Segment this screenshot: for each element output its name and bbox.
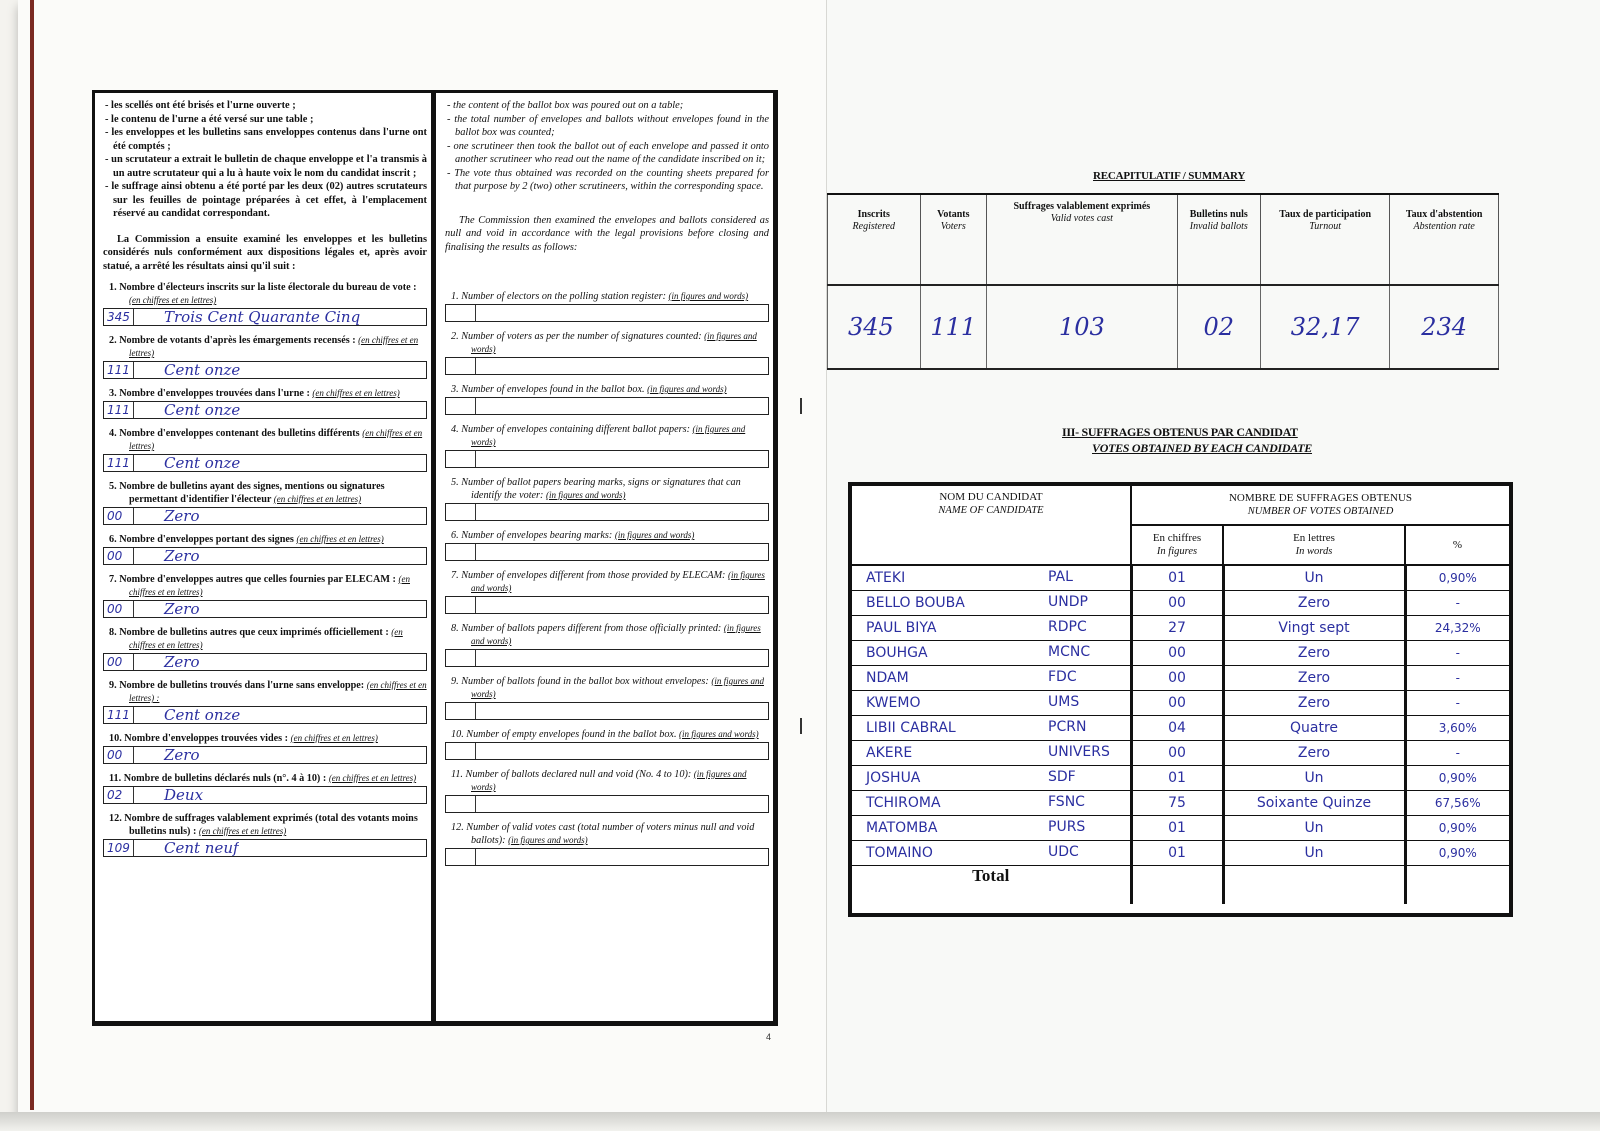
answer-field[interactable]	[445, 397, 769, 415]
procedure-step: - the total number of envelopes and ballots without envelopes found in the ballot box was counted;	[447, 113, 769, 138]
answer-figure	[446, 796, 476, 812]
question-hint: (en chiffres et en lettres)	[198, 826, 287, 836]
answer-figure	[446, 504, 476, 520]
english-commission-paragraph: The Commission then examined the envelopes and ballots considered as null and void in accordance with the legal provisions before closing and finalising the results as follows:	[445, 214, 769, 253]
procedure-step: - one scrutineer then took the ballot out of each envelope and passed it onto another scrutineer who read out the name of the candidate inscribed on it;	[447, 140, 769, 165]
votes-percent[interactable]: -	[1405, 741, 1509, 766]
answer-figure: 00	[104, 747, 134, 763]
form-item-5	[103, 480, 427, 525]
question-hint: (en chiffres et en lettres)	[129, 295, 217, 305]
question-text: 4. Number of envelopes containing different ballot papers:	[451, 424, 690, 435]
candidate-row	[852, 841, 1509, 866]
candidate-name: TCHIROMA	[866, 795, 941, 811]
candidate-name: MATOMBA	[866, 820, 938, 836]
answer-words: Zero	[164, 747, 200, 763]
summary-value-invalid-ballots[interactable]: 02	[1177, 285, 1260, 369]
votes-figures[interactable]: 00	[1131, 741, 1223, 766]
answer-figure: 00	[104, 654, 134, 670]
answer-figure: 111	[104, 455, 134, 471]
form-item-1	[103, 281, 427, 326]
candidate-party: PAL	[1048, 569, 1073, 585]
form-item-3	[103, 387, 427, 419]
question-text: 3. Number of envelopes found in the ballot box.	[451, 384, 645, 395]
answer-words: Cent onze	[164, 402, 241, 418]
answer-field[interactable]	[445, 848, 769, 866]
question-text: 7. Nombre d'enveloppes autres que celles fournies par ELECAM :	[109, 574, 396, 585]
candidate-name: TOMAINO	[866, 845, 933, 861]
header-votes-obtained: NOMBRE DE SUFFRAGES OBTENUS NUMBER OF VOTES OBTAINED	[1131, 486, 1509, 525]
question-hint: (en chiffres et en lettres)	[290, 733, 378, 743]
votes-words[interactable]: Zero	[1223, 641, 1405, 666]
question-text: 1. Number of electors on the polling station register:	[451, 291, 666, 302]
answer-field[interactable]	[103, 706, 427, 724]
answer-figure: 109	[104, 840, 134, 856]
votes-figures[interactable]: 27	[1131, 616, 1223, 641]
candidate-party: RDPC	[1048, 619, 1087, 635]
votes-words[interactable]: Vingt sept	[1223, 616, 1405, 641]
votes-percent[interactable]: -	[1405, 641, 1509, 666]
answer-figure	[446, 451, 476, 467]
candidate-party: PURS	[1048, 819, 1086, 835]
candidate-name: JOSHUA	[866, 770, 921, 786]
votes-by-candidate-table	[852, 486, 1509, 904]
question-text: 2. Number of voters as per the number of signatures counted:	[451, 331, 702, 342]
candidate-row	[852, 666, 1509, 691]
question-hint: (en chiffres et en lettres)	[273, 494, 362, 504]
votes-figures[interactable]: 01	[1131, 766, 1223, 791]
summary-value-abstention[interactable]: 234	[1390, 285, 1499, 369]
form-item-2	[103, 334, 427, 379]
votes-words[interactable]: Un	[1223, 816, 1405, 841]
french-column	[95, 93, 433, 1021]
summary-header-registered: Inscrits Registered	[828, 194, 921, 285]
answer-field[interactable]	[103, 454, 427, 472]
answer-words: Trois Cent Quarante Cinq	[164, 309, 361, 325]
answer-field[interactable]	[445, 450, 769, 468]
answer-field[interactable]	[103, 547, 427, 565]
candidate-name: AKERE	[866, 745, 913, 761]
candidate-name: KWEMO	[866, 695, 921, 711]
answer-figure	[446, 305, 476, 321]
answer-figure: 00	[104, 601, 134, 617]
summary-title: RECAPITULATIF / SUMMARY	[1093, 170, 1246, 182]
candidate-row	[852, 565, 1509, 591]
form-item-3-en	[445, 383, 769, 415]
answer-figure	[446, 743, 476, 759]
form-item-4-en	[445, 423, 769, 468]
question-text: 4. Nombre d'enveloppes contenant des bulletins différents	[109, 428, 360, 439]
question-text: 7. Number of envelopes different from those provided by ELECAM:	[451, 570, 726, 581]
answer-figure	[446, 544, 476, 560]
answer-field[interactable]	[103, 308, 427, 326]
candidate-name: PAUL BIYA	[866, 620, 937, 636]
question-hint: (in figures and words)	[668, 291, 749, 301]
procedure-step: - un scrutateur a extrait le bulletin de chaque enveloppe et l'a transmis à un autre scrutateur qui a lu à haute voix le nom du candidat inscrit ;	[105, 154, 427, 179]
votes-words[interactable]: Un	[1223, 565, 1405, 591]
question-hint: (en chiffres et en lettres)	[129, 574, 410, 597]
total-words[interactable]	[1223, 866, 1405, 905]
form-item-8	[103, 626, 427, 671]
answer-figure	[446, 358, 476, 374]
summary-header-voters: Votants Voters	[920, 194, 987, 285]
candidate-row	[852, 816, 1509, 841]
question-text: 2. Nombre de votants d'après les émargements recensés :	[109, 335, 356, 346]
answer-field[interactable]	[445, 304, 769, 322]
votes-by-candidate-table-frame	[848, 482, 1513, 917]
question-hint: (en chiffres et en lettres)	[328, 773, 417, 783]
votes-percent[interactable]: 0,90%	[1405, 841, 1509, 866]
candidate-row	[852, 691, 1509, 716]
question-hint: (in figures and words)	[471, 424, 746, 447]
form-item-10	[103, 732, 427, 764]
candidate-party: UNDP	[1048, 594, 1088, 610]
answer-words: Cent onze	[164, 362, 241, 378]
english-procedure-list	[445, 99, 769, 194]
header-in-words: En lettres In words	[1223, 525, 1405, 565]
binding-edge	[30, 0, 34, 1110]
votes-words[interactable]: Quatre	[1223, 716, 1405, 741]
question-text: 8. Nombre de bulletins autres que ceux imprimés officiellement :	[109, 627, 389, 638]
procedure-step: - The vote thus obtained was recorded on the counting sheets prepared for that purpose by 2 (two) other scrutineers, within the corresponding space.	[447, 167, 769, 192]
answer-words: Cent neuf	[164, 840, 239, 856]
answer-figure	[446, 597, 476, 613]
answer-field[interactable]	[445, 596, 769, 614]
candidate-party: UDC	[1048, 844, 1079, 860]
answer-figure: 00	[104, 548, 134, 564]
question-hint: (in figures and words)	[471, 331, 757, 354]
candidate-row	[852, 591, 1509, 616]
answer-figure	[446, 703, 476, 719]
procedure-step: - les enveloppes et les bulletins sans enveloppes contenus dans l'urne ont été comptés ;	[105, 127, 427, 152]
form-item-9-en	[445, 675, 769, 720]
summary-header-invalid-ballots: Bulletins nuls Invalid ballots	[1177, 194, 1260, 285]
answer-figure	[446, 849, 476, 865]
candidate-name: NDAM	[866, 670, 909, 686]
votes-words[interactable]: Soixante Quinze	[1223, 791, 1405, 816]
answer-figure: 345	[104, 309, 134, 325]
answer-field[interactable]	[103, 839, 427, 857]
summary-value-valid-votes[interactable]: 103	[987, 285, 1178, 369]
votes-figures[interactable]: 75	[1131, 791, 1223, 816]
question-text: 8. Number of ballots papers different from those officially printed:	[451, 623, 722, 634]
votes-words[interactable]: Zero	[1223, 691, 1405, 716]
answer-field[interactable]	[445, 795, 769, 813]
procedure-step: - the content of the ballot box was poured out on a table;	[447, 100, 684, 111]
candidate-name: ATEKI	[866, 570, 906, 586]
votes-figures[interactable]: 01	[1131, 565, 1223, 591]
candidate-party: UMS	[1048, 694, 1080, 710]
candidate-name: BELLO BOUBA	[866, 595, 965, 611]
summary-value-registered[interactable]: 345	[828, 285, 921, 369]
question-text: 11. Number of ballots declared null and void (No. 4 to 10):	[451, 769, 692, 780]
form-item-9	[103, 679, 427, 724]
counting-report-form	[92, 90, 778, 1026]
question-text: 10. Number of empty envelopes found in the ballot box.	[451, 729, 677, 740]
votes-words[interactable]: Zero	[1223, 666, 1405, 691]
header-percent: %	[1405, 525, 1509, 565]
answer-field[interactable]	[103, 786, 427, 804]
form-item-7	[103, 573, 427, 618]
votes-figures[interactable]: 00	[1131, 641, 1223, 666]
question-hint: (en chiffres et en lettres)	[296, 534, 384, 544]
answer-field[interactable]	[445, 649, 769, 667]
question-text: 9. Nombre de bulletins trouvés dans l'urne sans enveloppe:	[109, 680, 365, 691]
question-text: 1. Nombre d'électeurs inscrits sur la liste électorale du bureau de vote :	[109, 282, 417, 293]
question-hint: (en chiffres et en lettres)	[129, 428, 423, 451]
question-hint: (en chiffres et en lettres)	[129, 627, 403, 650]
question-text: 5. Nombre de bulletins ayant des signes, mentions ou signatures permettant d'identifier l'électeur	[109, 481, 385, 505]
answer-words: Zero	[164, 508, 200, 524]
form-item-1-en	[445, 290, 769, 322]
form-item-12-en	[445, 821, 769, 866]
question-hint: (in figures and words)	[508, 835, 588, 845]
form-item-12	[103, 812, 427, 857]
page-fold	[826, 0, 827, 1118]
english-column	[437, 93, 775, 1021]
votes-percent[interactable]: 24,32%	[1405, 616, 1509, 641]
answer-field[interactable]	[445, 357, 769, 375]
votes-words[interactable]: Zero	[1223, 741, 1405, 766]
candidate-party: PCRN	[1048, 719, 1087, 735]
summary-value-voters[interactable]: 111	[920, 285, 987, 369]
answer-figure: 02	[104, 787, 134, 803]
summary-value-turnout[interactable]: 32,17	[1260, 285, 1389, 369]
form-item-2-en	[445, 330, 769, 375]
candidate-party: FDC	[1048, 669, 1077, 685]
answer-field[interactable]	[103, 361, 427, 379]
candidate-row	[852, 791, 1509, 816]
candidate-party: FSNC	[1048, 794, 1085, 810]
candidate-party: SDF	[1048, 769, 1076, 785]
question-hint: (in figures and words)	[614, 530, 695, 540]
question-hint: (in figures and words)	[471, 676, 764, 699]
question-hint: (en chiffres et en lettres)	[129, 335, 419, 358]
answer-field[interactable]	[103, 600, 427, 618]
total-row	[852, 866, 1509, 905]
answer-figure: 111	[104, 707, 134, 723]
form-item-6	[103, 533, 427, 565]
form-item-6-en	[445, 529, 769, 561]
candidate-row	[852, 741, 1509, 766]
votes-figures[interactable]: 01	[1131, 841, 1223, 866]
form-item-8-en	[445, 622, 769, 667]
question-hint: (in figures and words)	[471, 623, 761, 646]
question-hint: (en chiffres et en lettres)	[312, 388, 400, 398]
answer-field[interactable]	[103, 401, 427, 419]
question-text: 9. Number of ballots found in the ballot box without envelopes:	[451, 676, 709, 687]
candidate-row	[852, 716, 1509, 741]
form-item-10-en	[445, 728, 769, 760]
margin-mark	[800, 718, 802, 734]
question-text: 6. Nombre d'enveloppes portant des signes	[109, 534, 294, 545]
answer-field[interactable]	[445, 503, 769, 521]
votes-percent[interactable]: -	[1405, 591, 1509, 616]
answer-field[interactable]	[103, 653, 427, 671]
summary-table	[827, 193, 1499, 370]
votes-figures[interactable]: 00	[1131, 666, 1223, 691]
question-hint: (in figures and words)	[679, 729, 759, 739]
votes-percent[interactable]: -	[1405, 691, 1509, 716]
answer-words: Cent onze	[164, 455, 241, 471]
answer-figure: 00	[104, 508, 134, 524]
votes-percent[interactable]: 0,90%	[1405, 565, 1509, 591]
question-text: 12. Number of valid votes cast (total number of voters minus null and void ballots):	[451, 822, 755, 846]
summary-header-abstention: Taux d'abstention Abstention rate	[1390, 194, 1499, 285]
votes-words[interactable]: Un	[1223, 841, 1405, 866]
total-percent[interactable]	[1405, 866, 1509, 905]
procedure-step: - le contenu de l'urne a été versé sur une table ;	[105, 113, 314, 125]
procedure-step: - le suffrage ainsi obtenu a été porté par les deux (02) autres scrutateurs sur les feuilles de pointage préparées à cet effet, à l'emplacement réservé au candidat correspondant.	[105, 181, 427, 219]
votes-figures[interactable]: 01	[1131, 816, 1223, 841]
question-text: 12. Nombre de suffrages valablement exprimés (total des votants moins bulletins nuls) :	[109, 813, 418, 837]
answer-field[interactable]	[445, 742, 769, 760]
question-text: 3. Nombre d'enveloppes trouvées dans l'urne :	[109, 388, 310, 399]
question-hint: (in figures and words)	[471, 570, 765, 593]
answer-figure: 111	[104, 362, 134, 378]
votes-figures[interactable]: 04	[1131, 716, 1223, 741]
answer-figure	[446, 650, 476, 666]
answer-words: Zero	[164, 548, 200, 564]
question-text: 11. Nombre de bulletins déclarés nuls (n°. 4 à 10) :	[109, 773, 327, 784]
answer-field[interactable]	[103, 746, 427, 764]
summary-header-turnout: Taux de participation Turnout	[1260, 194, 1389, 285]
answer-words: Zero	[164, 654, 200, 670]
header-candidate-name: NOM DU CANDIDAT NAME OF CANDIDATE	[852, 486, 1131, 565]
question-hint: (en chiffres et en lettres) :	[129, 680, 427, 703]
votes-percent[interactable]: 0,90%	[1405, 816, 1509, 841]
question-text: 5. Number of ballot papers bearing marks, signs or signatures that can identify the voter:	[451, 477, 741, 501]
form-item-5-en	[445, 476, 769, 521]
answer-field[interactable]	[103, 507, 427, 525]
votes-percent[interactable]: 0,90%	[1405, 766, 1509, 791]
question-text: 6. Number of envelopes bearing marks:	[451, 530, 613, 541]
candidate-name: LIBII CABRAL	[866, 720, 956, 736]
question-hint: (in figures and words)	[471, 769, 747, 792]
answer-figure	[446, 398, 476, 414]
total-figures[interactable]	[1131, 866, 1223, 905]
votes-percent[interactable]: -	[1405, 666, 1509, 691]
form-item-11	[103, 772, 427, 804]
page-shadow	[0, 1112, 1600, 1131]
candidate-row	[852, 766, 1509, 791]
total-label: Total	[972, 866, 1010, 885]
summary-header-valid-votes: Suffrages valablement exprimés Valid votes cast	[987, 194, 1178, 285]
votes-words[interactable]: Un	[1223, 766, 1405, 791]
question-hint: (in figures and words)	[545, 490, 626, 500]
votes-figures[interactable]: 00	[1131, 691, 1223, 716]
french-commission-paragraph: La Commission a ensuite examiné les enveloppes et les bulletins considérés nuls conformément aux dispositions légales et, après avoir statué, a arrêté les résultats ainsi qu'il suit :	[103, 233, 427, 272]
margin-mark	[800, 398, 802, 414]
candidate-row	[852, 641, 1509, 666]
votes-percent[interactable]: 3,60%	[1405, 716, 1509, 741]
votes-percent[interactable]: 67,56%	[1405, 791, 1509, 816]
form-item-11-en	[445, 768, 769, 813]
answer-field[interactable]	[445, 702, 769, 720]
form-item-4	[103, 427, 427, 472]
form-item-7-en	[445, 569, 769, 614]
page-number: 4	[766, 1032, 772, 1042]
candidate-row	[852, 616, 1509, 641]
procedure-step: - les scellés ont été brisés et l'urne ouverte ;	[105, 100, 296, 111]
question-text: 10. Nombre d'enveloppes trouvées vides :	[109, 733, 289, 744]
answer-field[interactable]	[445, 543, 769, 561]
answer-words: Cent onze	[164, 707, 241, 723]
answer-figure: 111	[104, 402, 134, 418]
votes-words[interactable]: Zero	[1223, 591, 1405, 616]
votes-section-title: III- SUFFRAGES OBTENUS PAR CANDIDAT VOTES OBTAINED BY EACH CANDIDATE	[1062, 425, 1313, 455]
candidate-name: BOUHGA	[866, 645, 928, 661]
candidate-party: MCNC	[1048, 644, 1091, 660]
question-hint: (in figures and words)	[647, 384, 727, 394]
answer-words: Deux	[164, 787, 204, 803]
french-procedure-list	[103, 99, 427, 221]
answer-words: Zero	[164, 601, 200, 617]
votes-figures[interactable]: 00	[1131, 591, 1223, 616]
header-in-figures: En chiffres In figures	[1131, 525, 1223, 565]
candidate-party: UNIVERS	[1048, 744, 1110, 760]
